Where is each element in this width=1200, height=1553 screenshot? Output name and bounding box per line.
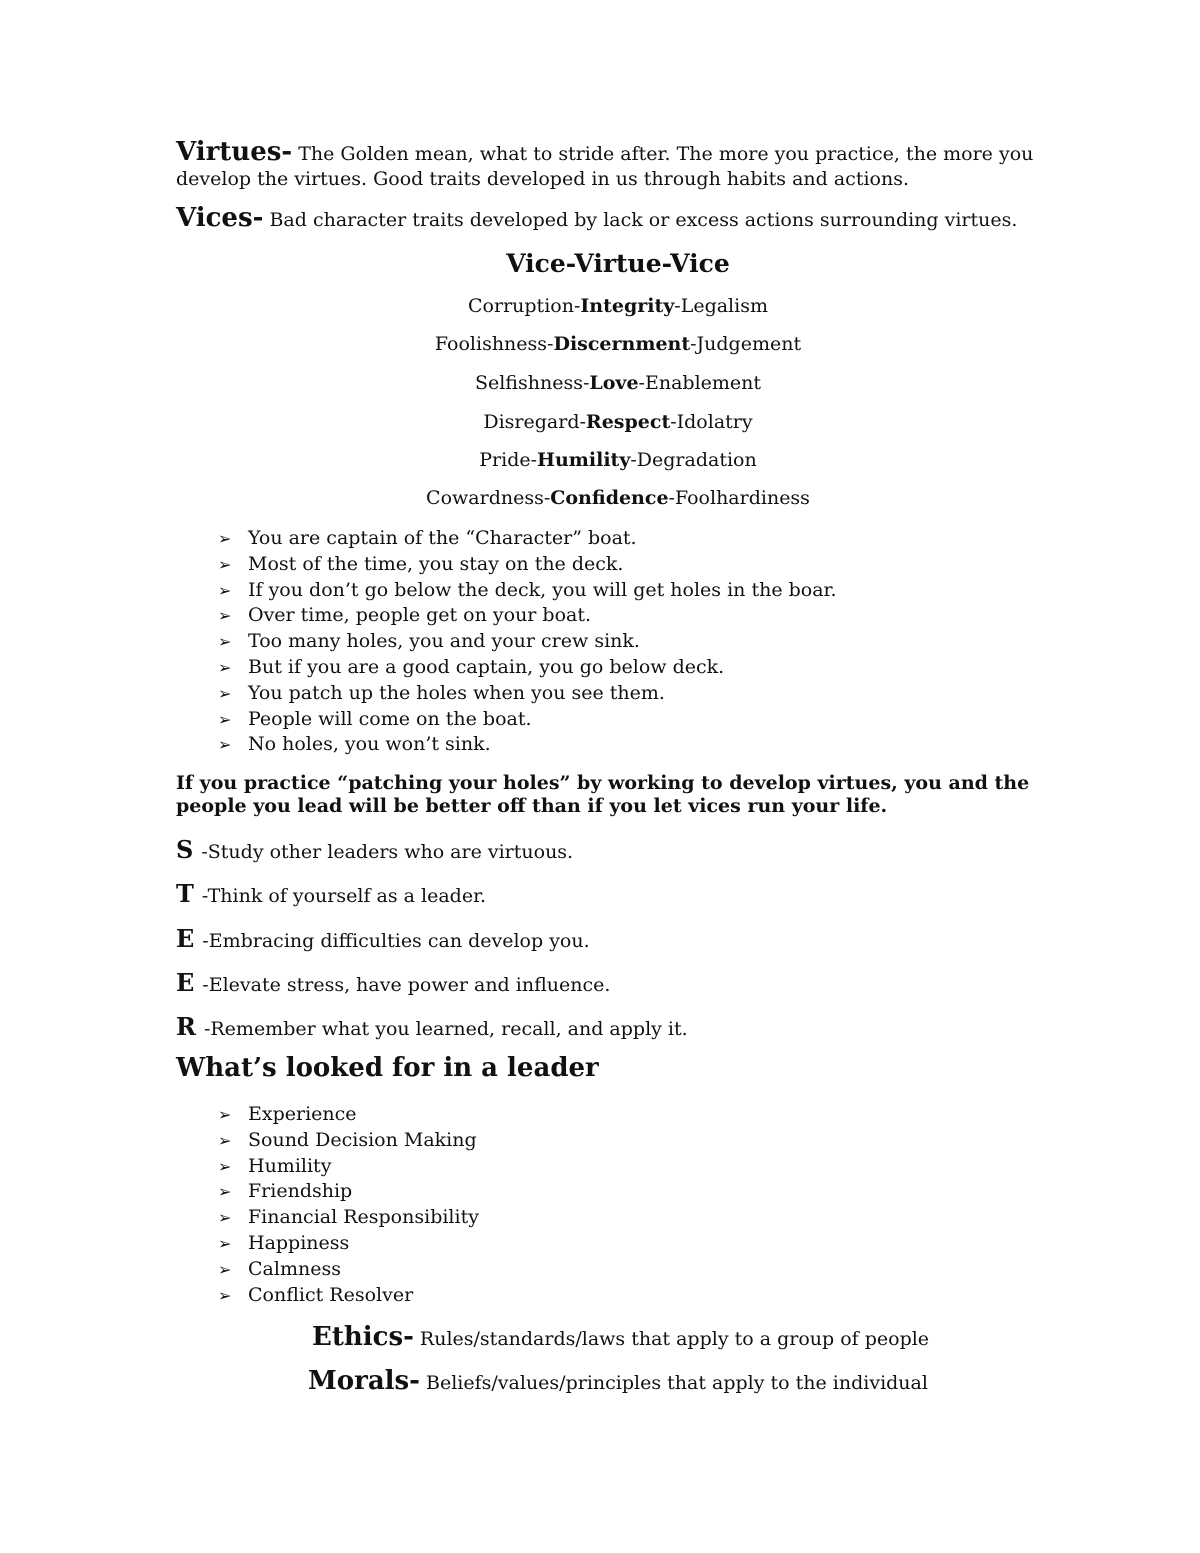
vices-term: Vices- xyxy=(176,203,264,233)
virtue: Love xyxy=(589,372,639,394)
list-item-text: Financial Responsibility xyxy=(248,1206,479,1229)
virtue: Respect xyxy=(585,411,671,433)
list-item xyxy=(218,1179,479,1205)
vice-left: Cowardness- xyxy=(426,487,551,509)
arrowhead-icon: ➢ xyxy=(218,657,232,677)
vice-right: -Legalism xyxy=(674,295,768,317)
list-item xyxy=(218,1154,479,1180)
virtue: Confidence xyxy=(550,487,669,509)
steer-item xyxy=(176,968,610,997)
steer-item xyxy=(176,835,573,864)
vice-left: Selfishness- xyxy=(474,372,590,394)
steer-text: -Remember what you learned, recall, and apply it. xyxy=(203,1018,688,1040)
vice-right: -Degradation xyxy=(630,449,757,471)
list-item-text: You patch up the holes when you see them. xyxy=(248,681,665,704)
vvv-row xyxy=(0,294,1200,318)
arrowhead-icon: ➢ xyxy=(218,1259,232,1279)
steer-text: -Elevate stress, have power and influence. xyxy=(202,974,611,996)
virtue: Integrity xyxy=(580,295,675,317)
morals-term: Morals- xyxy=(308,1366,420,1396)
arrowhead-icon: ➢ xyxy=(218,606,232,626)
list-item xyxy=(218,1128,479,1154)
morals-definition xyxy=(308,1366,928,1396)
steer-item xyxy=(176,1012,688,1041)
list-item-text: If you don’t go below the deck, you will get holes in the boar. xyxy=(248,578,837,601)
vice-left: Disregard- xyxy=(483,411,586,433)
arrowhead-icon: ➢ xyxy=(218,529,232,548)
arrowhead-icon: ➢ xyxy=(218,554,232,574)
ethics-term: Ethics- xyxy=(312,1322,414,1352)
arrowhead-icon: ➢ xyxy=(218,1156,232,1176)
list-item-text: Sound Decision Making xyxy=(248,1128,477,1151)
vvv-row xyxy=(0,332,1200,356)
steer-letter: E xyxy=(176,924,195,953)
vvv-row xyxy=(0,410,1200,434)
vice-left: Pride- xyxy=(479,449,538,471)
list-item-text: Happiness xyxy=(248,1231,350,1254)
virtue: Discernment xyxy=(553,333,691,355)
leader-list xyxy=(218,1102,479,1308)
list-item xyxy=(218,732,837,758)
list-item xyxy=(218,603,837,629)
vice-right: -Foolhardiness xyxy=(668,487,810,509)
list-item-text: Conflict Resolver xyxy=(248,1283,414,1306)
list-item-text: Humility xyxy=(248,1154,332,1177)
vices-definition xyxy=(176,203,1056,233)
list-item xyxy=(218,578,837,604)
steer-letter: S xyxy=(176,835,194,864)
vice-right: -Idolatry xyxy=(670,411,753,433)
list-item-text: You are captain of the “Character” boat. xyxy=(248,527,637,549)
virtues-definition-line1: The Golden mean, what to stride after. The more you practice, the more you xyxy=(292,143,1034,165)
list-item-text: Over time, people get on your boat. xyxy=(248,604,592,627)
arrowhead-icon: ➢ xyxy=(218,735,232,755)
vices-definition-text: Bad character traits developed by lack or excess actions surrounding virtues. xyxy=(263,209,1018,231)
virtues-definition xyxy=(176,137,1056,192)
list-item xyxy=(218,629,837,655)
list-item xyxy=(218,552,837,578)
steer-text: -Study other leaders who are virtuous. xyxy=(201,841,574,863)
list-item-text: Calmness xyxy=(248,1257,341,1280)
vice-left: Corruption- xyxy=(468,295,581,317)
arrowhead-icon: ➢ xyxy=(218,1105,232,1124)
list-item xyxy=(218,1231,479,1257)
virtues-term: Virtues- xyxy=(176,137,293,167)
list-item xyxy=(218,1102,479,1128)
vvv-row xyxy=(0,371,1200,395)
arrowhead-icon: ➢ xyxy=(218,683,232,703)
list-item-text: People will come on the boat. xyxy=(248,707,532,730)
patching-paragraph xyxy=(176,772,1076,818)
list-item-text: Most of the time, you stay on the deck. xyxy=(248,552,624,575)
morals-definition-text: Beliefs/values/principles that apply to the individual xyxy=(419,1372,928,1394)
list-item xyxy=(218,681,837,707)
arrowhead-icon: ➢ xyxy=(218,1130,232,1150)
vice-right: -Judgement xyxy=(690,333,802,355)
patching-line2: people you lead will be better off than if you let vices run your life. xyxy=(176,795,888,817)
vice-left: Foolishness- xyxy=(434,333,554,355)
vice-virtue-vice-title: Vice-Virtue-Vice xyxy=(506,249,730,278)
arrowhead-icon: ➢ xyxy=(218,709,232,729)
arrowhead-icon: ➢ xyxy=(218,1208,232,1228)
list-item-text: But if you are a good captain, you go below deck. xyxy=(248,655,725,678)
list-item-text: Friendship xyxy=(248,1180,353,1203)
ethics-definition-text: Rules/standards/laws that apply to a group of people xyxy=(413,1328,930,1350)
list-item xyxy=(218,707,837,733)
vvv-row xyxy=(0,486,1200,510)
arrowhead-icon: ➢ xyxy=(218,1182,232,1202)
ethics-definition xyxy=(312,1322,929,1352)
steer-letter: R xyxy=(176,1012,196,1041)
steer-item xyxy=(176,924,590,953)
list-item xyxy=(218,1283,479,1309)
list-item xyxy=(218,1205,479,1231)
steer-text: -Embracing difficulties can develop you. xyxy=(202,930,590,952)
list-item-text: No holes, you won’t sink. xyxy=(248,733,491,756)
virtue: Humility xyxy=(537,449,631,471)
arrowhead-icon: ➢ xyxy=(218,632,232,652)
list-item xyxy=(218,1257,479,1283)
list-item-text: Experience xyxy=(248,1103,357,1125)
list-item-text: Too many holes, you and your crew sink. xyxy=(248,630,640,653)
leader-heading: What’s looked for in a leader xyxy=(176,1053,599,1083)
arrowhead-icon: ➢ xyxy=(218,1233,232,1253)
boat-list xyxy=(218,526,837,758)
steer-letter: T xyxy=(176,879,194,908)
steer-text: -Think of yourself as a leader. xyxy=(201,885,487,907)
steer-letter: E xyxy=(176,968,195,997)
patching-line1: If you practice “patching your holes” by working to develop virtues, you and the xyxy=(176,772,1030,794)
arrowhead-icon: ➢ xyxy=(218,1285,232,1305)
list-item xyxy=(218,526,837,552)
vvv-row xyxy=(0,448,1200,472)
steer-item xyxy=(176,879,486,908)
vice-right: -Enablement xyxy=(638,372,762,394)
virtues-definition-line2: develop the virtues. Good traits developed in us through habits and actions. xyxy=(176,168,910,190)
arrowhead-icon: ➢ xyxy=(218,580,232,600)
list-item xyxy=(218,655,837,681)
